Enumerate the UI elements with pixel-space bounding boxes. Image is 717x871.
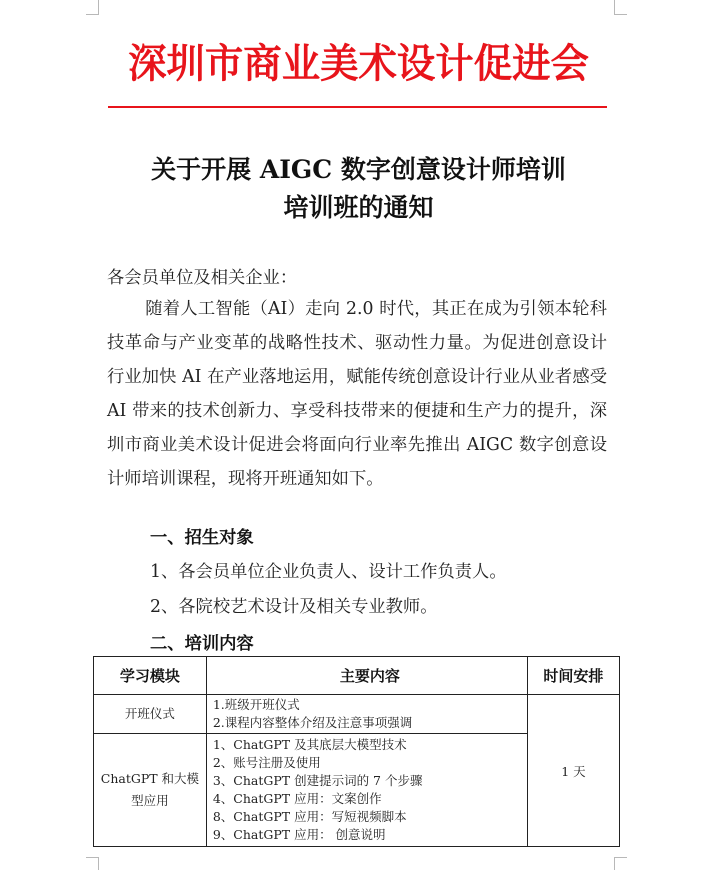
content-line: 4、ChatGPT 应用：文案创作 — [212, 791, 382, 806]
salutation: 各会员单位及相关企业： — [107, 268, 298, 288]
intro-text: 随着人工智能（AI）走向 2.0 时代，其正在成为引领本轮科技革命与产业变革的战略性技术、驱动性力量。为促进创意设计行业加快 AI 在产业落地运用，赋能传统创意设计行业从业者感受 AI 带来的技术创新力、享受科技带来的便捷和生产力的提升，深圳市商业美术设计促进会将面向行业率先推出 AIGC 数字创意设计师培训课程，现将开班通知如下。 — [107, 299, 607, 489]
module-cell: ChatGPT 和大模型应用 — [94, 734, 207, 847]
content-cell — [206, 734, 527, 847]
notice-title-line2: 培训班的通知 — [283, 193, 434, 222]
intro-paragraph — [107, 292, 607, 496]
content-line: 2.课程内容整体介绍及注意事项强调 — [212, 715, 413, 730]
content-line: 9、ChatGPT 应用： 创意说明 — [212, 827, 386, 842]
column-header-module: 学习模块 — [94, 657, 207, 695]
page-corner-mark — [86, 0, 99, 15]
enrollment-item: 2、各院校艺术设计及相关专业教师。 — [150, 597, 438, 617]
section-heading-enrollment: 一、招生对象 — [150, 528, 254, 548]
content-line: 8、ChatGPT 应用：写短视频脚本 — [212, 809, 407, 824]
time-cell: 1 天 — [527, 695, 619, 847]
organization-letterhead: 深圳市商业美术设计促进会 — [128, 41, 589, 87]
column-header-time: 时间安排 — [527, 657, 619, 695]
enrollment-item: 1、各会员单位企业负责人、设计工作负责人。 — [150, 562, 507, 582]
content-line: 1、ChatGPT 及其底层大模型技术 — [212, 737, 407, 752]
section-heading-content: 二、培训内容 — [150, 634, 254, 654]
column-header-content: 主要内容 — [206, 657, 527, 695]
module-cell: 开班仪式 — [94, 695, 207, 734]
page-corner-mark — [614, 857, 627, 870]
page-corner-mark — [86, 857, 99, 870]
content-line: 3、ChatGPT 创建提示词的 7 个步骤 — [212, 773, 423, 788]
content-cell — [206, 695, 527, 734]
notice-title-line1: 关于开展 AIGC 数字创意设计师培训 — [151, 155, 566, 184]
page-corner-mark — [614, 0, 627, 15]
content-line: 1.班级开班仪式 — [212, 697, 300, 712]
letterhead-divider — [108, 106, 607, 108]
table-header-row — [94, 657, 620, 695]
table-row — [94, 695, 620, 734]
schedule-table — [93, 656, 620, 847]
content-line: 2、账号注册及使用 — [212, 755, 321, 770]
